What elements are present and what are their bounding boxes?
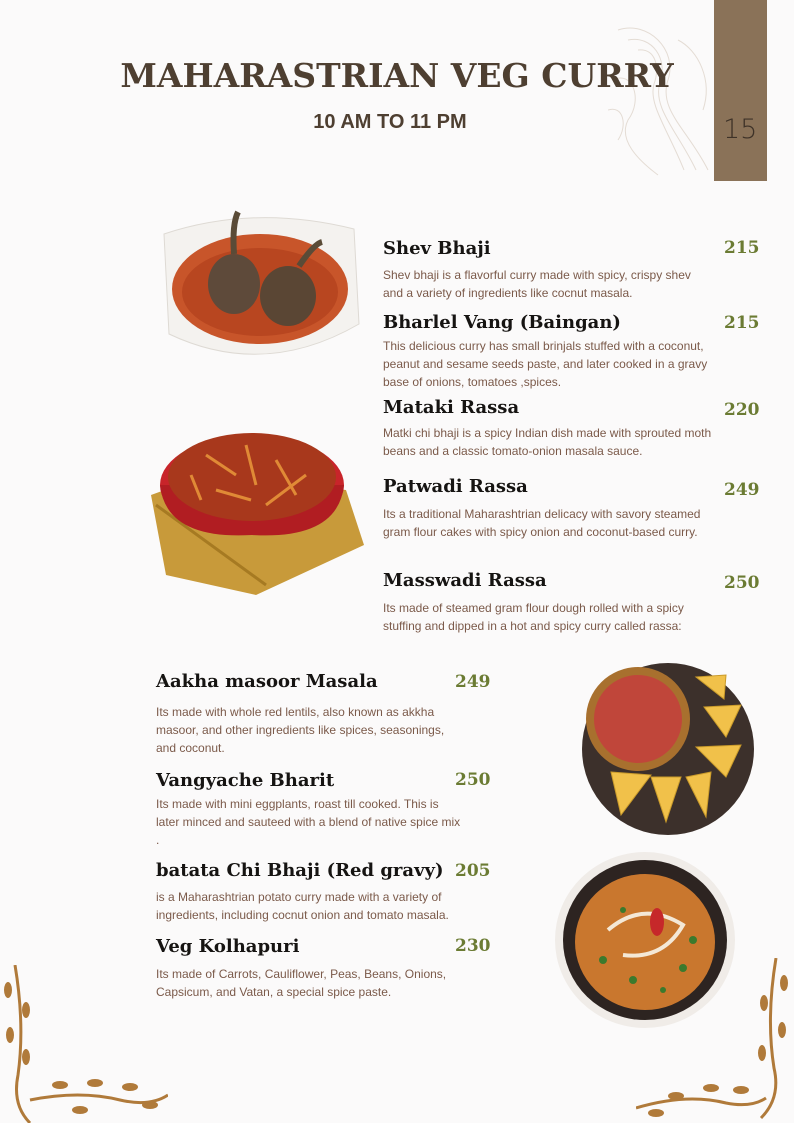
item-desc-bharlel-vang: This delicious curry has small brinjals stuffed with a coconut, peanut and sesame seeds paste, and later cooked in a gravy base of onions, tomatoes ,spices. <box>383 339 708 389</box>
item-desc-masswadi-rassa: Its made of steamed gram flour dough rolled with a spicy stuffing and dipped in a hot and spicy curry called rassa: <box>383 601 684 633</box>
item-price-shev-bhaji: 215 <box>724 238 760 258</box>
item-name-patwadi-rassa: Patwadi Rassa <box>383 476 528 497</box>
item-name-masswadi-rassa: Masswadi Rassa <box>383 570 547 591</box>
item-price-batata-bhaji: 205 <box>455 861 491 881</box>
opening-hours: 10 AM TO 11 PM <box>313 111 467 133</box>
dish-image-bharlel-vang <box>154 204 366 374</box>
item-price-aakha-masoor: 249 <box>455 672 491 692</box>
item-name-bharlel-vang: Bharlel Vang (Baingan) <box>383 312 621 333</box>
item-desc-vangyache-bharit: Its made with mini eggplants, roast till cooked. This is later minced and sauteed with a blend of native spice mix . <box>156 797 461 847</box>
item-name-shev-bhaji: Shev Bhaji <box>383 238 491 259</box>
item-desc-patwadi-rassa: Its a traditional Maharashtrian delicacy with savory steamed gram flour cakes with spicy onion and coconut-based curry. <box>383 507 701 539</box>
contour-pattern <box>608 20 718 180</box>
item-name-vangyache-bharit: Vangyache Bharit <box>156 770 335 791</box>
vine-decoration-right <box>636 958 794 1123</box>
dish-image-patwadi <box>576 657 756 839</box>
item-price-masswadi-rassa: 250 <box>724 573 760 593</box>
page-number: 15 <box>723 114 758 145</box>
item-name-aakha-masoor: Aakha masoor Masala <box>156 671 378 692</box>
item-name-mataki-rassa: Mataki Rassa <box>383 397 520 418</box>
item-price-veg-kolhapuri: 230 <box>455 936 491 956</box>
item-desc-mataki-rassa: Matki chi bhaji is a spicy Indian dish made with sprouted moth beans and a classic tomato-onion masala sauce. <box>383 426 712 458</box>
vine-decoration-left <box>0 965 168 1123</box>
item-desc-aakha-masoor: Its made with whole red lentils, also known as akkha masoor, and other ingredients like spices, seasonings, and coconut. <box>156 705 445 755</box>
item-price-bharlel-vang: 215 <box>724 313 760 333</box>
item-name-veg-kolhapuri: Veg Kolhapuri <box>156 936 300 957</box>
page-title: MAHARASTRIAN VEG CURRY <box>120 56 674 95</box>
item-desc-shev-bhaji: Shev bhaji is a flavorful curry made with spicy, crispy shev and a variety of ingredients like cocnut masala. <box>383 268 691 300</box>
item-price-patwadi-rassa: 249 <box>724 480 760 500</box>
item-name-batata-bhaji: batata Chi Bhaji (Red gravy) <box>156 860 444 881</box>
item-desc-veg-kolhapuri: Its made of Carrots, Cauliflower, Peas, Beans, Onions, Capsicum, and Vatan, a special spice paste. <box>156 967 447 999</box>
item-price-mataki-rassa: 220 <box>724 400 760 420</box>
dish-image-mataki-rassa <box>146 405 368 597</box>
item-desc-batata-bhaji: is a Maharashtrian potato curry made with a variety of ingredients, including cocnut onion and tomato masala. <box>156 890 449 922</box>
item-price-vangyache-bharit: 250 <box>455 770 491 790</box>
